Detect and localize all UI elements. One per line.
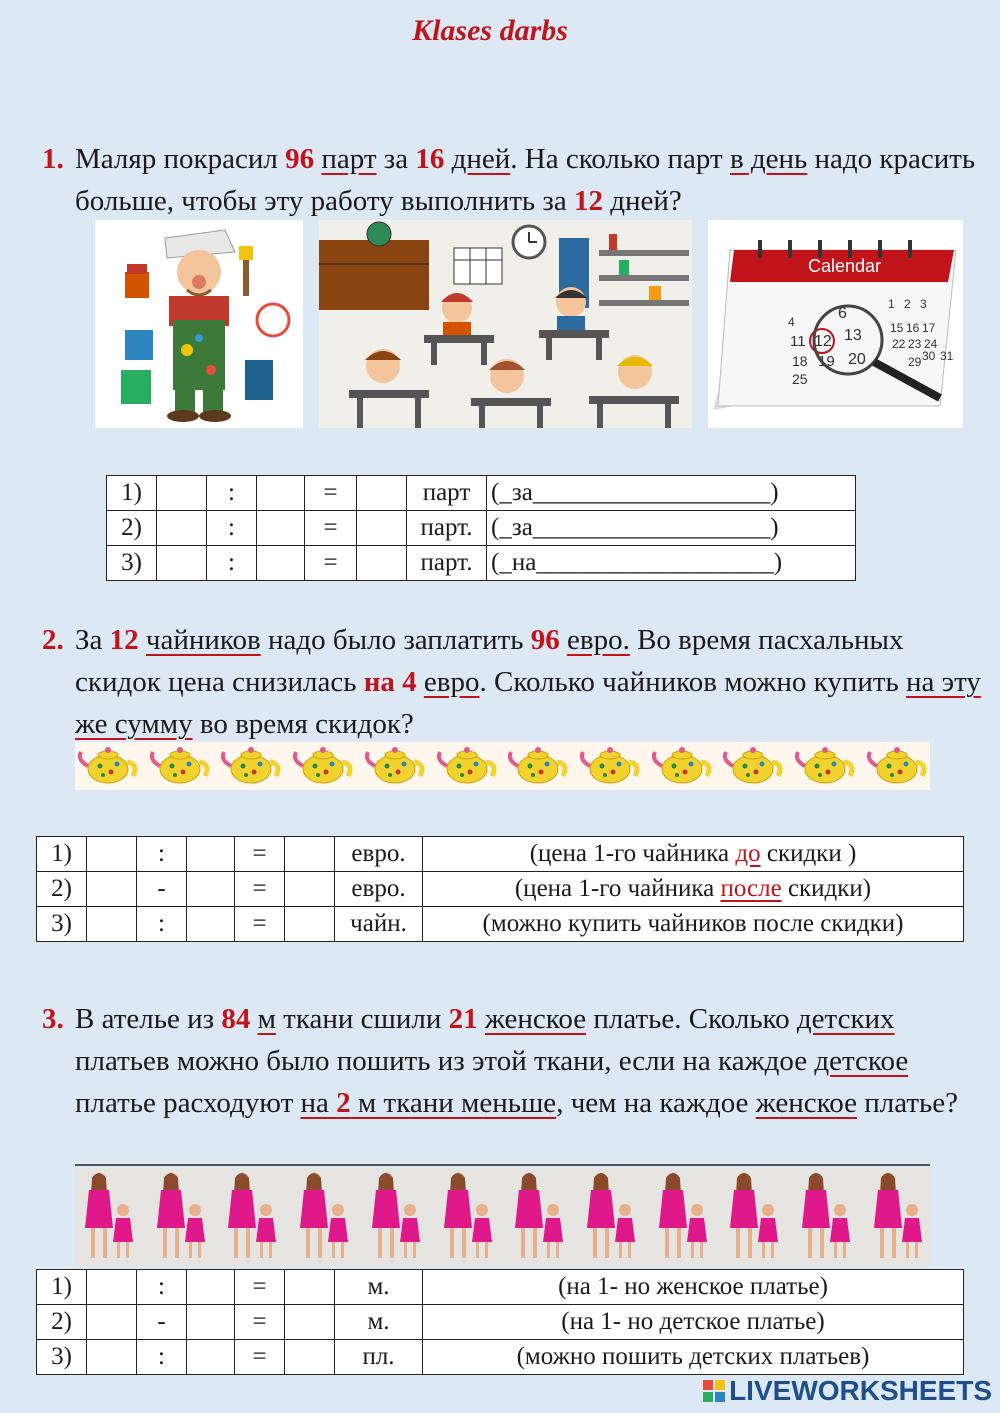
- unit: м.: [335, 1305, 423, 1340]
- hint: (_за___________________): [487, 511, 856, 546]
- table-row: [107, 546, 856, 581]
- operator: :: [207, 476, 257, 511]
- answer-cell[interactable]: [87, 872, 137, 907]
- calendar-label: Calendar: [808, 256, 882, 276]
- unit: парт.: [407, 511, 487, 546]
- answer-cell[interactable]: [157, 476, 207, 511]
- equals: =: [235, 1305, 285, 1340]
- row-number: 2): [37, 872, 87, 907]
- svg-text:13: 13: [844, 327, 862, 344]
- teapot-icon: [75, 742, 141, 790]
- teapot-icon: [290, 742, 356, 790]
- unit: м.: [335, 1270, 423, 1305]
- answer-cell[interactable]: [187, 907, 235, 942]
- task-3-calc-table: [36, 1269, 964, 1375]
- table-row: [37, 837, 964, 872]
- svg-text:18: 18: [792, 353, 808, 369]
- hint: (на 1- но детское платье): [423, 1305, 964, 1340]
- liveworksheets-logo: LIVEWORKSHEETS: [703, 1375, 992, 1407]
- task-number: 2.: [42, 624, 64, 656]
- hint: (можно пошить детских платьев): [423, 1340, 964, 1375]
- answer-cell[interactable]: [257, 546, 305, 581]
- table-row: [37, 872, 964, 907]
- operator: :: [137, 1270, 187, 1305]
- operator: :: [207, 546, 257, 581]
- operator: -: [137, 1305, 187, 1340]
- task-3-text: В ателье из 84 м ткани сшили 21 женское платье. Сколько детских платьев можно было пошить из этой ткани, если на каждое детское платье расходуют на 2 м ткани меньше, чем на каждое женское платье?: [75, 1003, 958, 1119]
- answer-cell[interactable]: [187, 1305, 235, 1340]
- row-number: 1): [37, 1270, 87, 1305]
- teapot-icon: [649, 742, 715, 790]
- equals: =: [305, 546, 357, 581]
- teapot-icon: [720, 742, 786, 790]
- answer-cell[interactable]: [257, 511, 305, 546]
- dress-figure-icon: [147, 1168, 213, 1266]
- table-row: [37, 1270, 964, 1305]
- classroom-illustration: [319, 220, 692, 428]
- teapot-icon: [218, 742, 284, 790]
- dress-figure-icon: [290, 1168, 356, 1266]
- table-row: [37, 1305, 964, 1340]
- answer-cell[interactable]: [87, 907, 137, 942]
- unit: чайн.: [335, 907, 423, 942]
- svg-text:12: 12: [814, 333, 832, 350]
- svg-text:1: 1: [888, 297, 895, 311]
- answer-cell[interactable]: [285, 872, 335, 907]
- dress-figure-icon: [362, 1168, 428, 1266]
- svg-text:19: 19: [818, 353, 835, 370]
- svg-text:6: 6: [838, 305, 847, 322]
- equals: =: [235, 872, 285, 907]
- answer-cell[interactable]: [285, 1305, 335, 1340]
- task-1: [42, 138, 982, 222]
- answer-cell[interactable]: [87, 1270, 137, 1305]
- dress-figure-icon: [505, 1168, 571, 1266]
- calendar-illustration: [708, 220, 963, 428]
- unit: пл.: [335, 1340, 423, 1375]
- row-number: 1): [37, 837, 87, 872]
- logo-icon: [703, 1380, 725, 1402]
- page-title: Klases darbs: [412, 14, 568, 47]
- task-2: [42, 619, 982, 745]
- task-3: [42, 998, 982, 1124]
- svg-text:24: 24: [924, 337, 938, 351]
- answer-cell[interactable]: [285, 1340, 335, 1375]
- teapot-icon: [577, 742, 643, 790]
- answer-cell[interactable]: [157, 511, 207, 546]
- answer-cell[interactable]: [187, 872, 235, 907]
- hint: (_на___________________): [487, 546, 856, 581]
- task-1-text: Маляр покрасил 96 парт за 16 дней. На сколько парт в день надо красить больше, чтобы эту работу выполнить за 12 дней?: [75, 143, 976, 217]
- dress-figure-icon: [720, 1168, 786, 1266]
- task-number: 3.: [42, 1003, 64, 1035]
- row-number: 3): [37, 1340, 87, 1375]
- task-1-calc-table: [106, 475, 856, 581]
- unit: парт: [407, 476, 487, 511]
- answer-cell[interactable]: [187, 837, 235, 872]
- operator: :: [207, 511, 257, 546]
- teapot-icon: [505, 742, 571, 790]
- equals: =: [305, 476, 357, 511]
- dress-figure-icon: [649, 1168, 715, 1266]
- operator: :: [137, 1340, 187, 1375]
- teapot-icon: [434, 742, 500, 790]
- svg-text:31: 31: [940, 349, 954, 363]
- svg-text:4: 4: [788, 315, 795, 329]
- answer-cell[interactable]: [87, 1305, 137, 1340]
- svg-text:11: 11: [790, 333, 806, 350]
- teapot-icon: [792, 742, 858, 790]
- answer-cell[interactable]: [357, 546, 407, 581]
- row-number: 3): [107, 546, 157, 581]
- svg-text:20: 20: [848, 351, 866, 368]
- unit: евро.: [335, 837, 423, 872]
- svg-text:15: 15: [890, 321, 904, 335]
- operator: :: [137, 907, 187, 942]
- equals: =: [235, 907, 285, 942]
- table-row: [107, 476, 856, 511]
- answer-cell[interactable]: [285, 837, 335, 872]
- table-row: [107, 511, 856, 546]
- equals: =: [235, 1340, 285, 1375]
- row-number: 1): [107, 476, 157, 511]
- table-row: [37, 907, 964, 942]
- unit: евро.: [335, 872, 423, 907]
- equals: =: [235, 1270, 285, 1305]
- answer-cell[interactable]: [285, 1270, 335, 1305]
- task-number: 1.: [42, 143, 64, 175]
- operator: -: [137, 872, 187, 907]
- teapot-icon: [147, 742, 213, 790]
- answer-cell[interactable]: [87, 1340, 137, 1375]
- hint: (_за___________________): [487, 476, 856, 511]
- svg-text:30: 30: [922, 349, 936, 363]
- answer-cell[interactable]: [87, 837, 137, 872]
- svg-text:17: 17: [922, 321, 936, 335]
- svg-text:22: 22: [892, 337, 906, 351]
- answer-cell[interactable]: [285, 907, 335, 942]
- svg-text:25: 25: [792, 371, 808, 387]
- equals: =: [235, 837, 285, 872]
- answer-cell[interactable]: [157, 546, 207, 581]
- dress-figure-icon: [434, 1168, 500, 1266]
- equals: =: [305, 511, 357, 546]
- dresses-strip: [75, 1168, 930, 1266]
- row-number: 3): [37, 907, 87, 942]
- operator: :: [137, 837, 187, 872]
- task-2-text: За 12 чайников надо было заплатить 96 евро. Во время пасхальных скидок цена снизилась на 4 евро. Сколько чайников можно купить на эту же сумму во время скидок?: [75, 624, 981, 740]
- table-row: [37, 1340, 964, 1375]
- svg-text:2: 2: [904, 297, 911, 311]
- dress-figure-icon: [75, 1168, 141, 1266]
- svg-text:23: 23: [908, 337, 922, 351]
- row-number: 2): [107, 511, 157, 546]
- answer-cell[interactable]: [187, 1270, 235, 1305]
- answer-cell[interactable]: [357, 476, 407, 511]
- teapots-strip: [75, 742, 930, 790]
- painter-illustration: [95, 220, 303, 428]
- hint: (цена 1-го чайника до скидки ): [423, 837, 964, 872]
- teapot-icon: [864, 742, 930, 790]
- unit: парт.: [407, 546, 487, 581]
- answer-cell[interactable]: [187, 1340, 235, 1375]
- teapot-icon: [362, 742, 428, 790]
- svg-text:29: 29: [908, 355, 922, 369]
- hint: (цена 1-го чайника после скидки): [423, 872, 964, 907]
- dress-figure-icon: [864, 1168, 930, 1266]
- svg-text:3: 3: [920, 297, 927, 311]
- answer-cell[interactable]: [357, 511, 407, 546]
- dress-figure-icon: [577, 1168, 643, 1266]
- answer-cell[interactable]: [257, 476, 305, 511]
- dress-figure-icon: [792, 1168, 858, 1266]
- dress-figure-icon: [218, 1168, 284, 1266]
- task-2-calc-table: [36, 836, 964, 942]
- row-number: 2): [37, 1305, 87, 1340]
- hint: (можно купить чайников после скидки): [423, 907, 964, 942]
- hint: (на 1- но женское платье): [423, 1270, 964, 1305]
- svg-text:16: 16: [906, 321, 920, 335]
- divider: [75, 1164, 930, 1166]
